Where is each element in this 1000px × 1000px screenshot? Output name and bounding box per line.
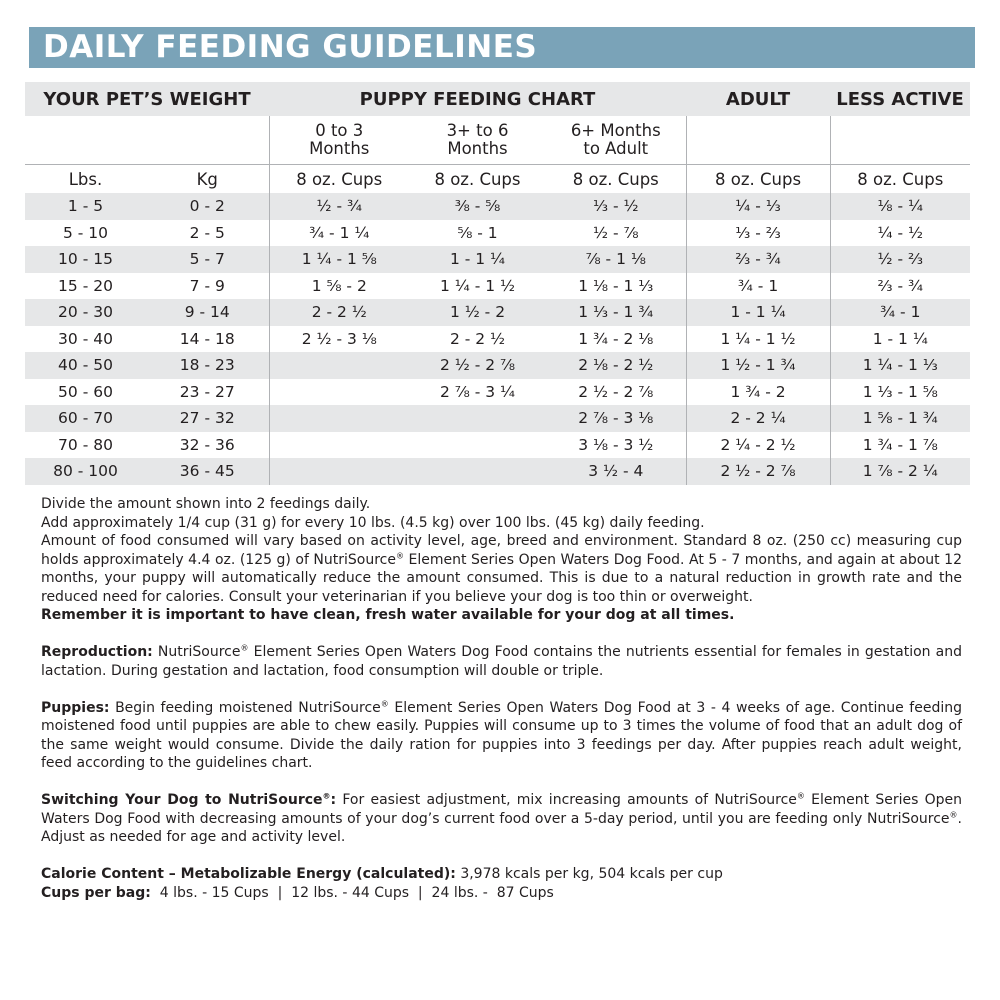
table-cell: 2 ⅛ - 2 ½ [546,352,686,379]
table-cell [409,432,546,459]
table-cell: 1 ⅝ - 2 [269,273,409,300]
table-cell: 1 ¾ - 1 ⅞ [830,432,970,459]
table-row [25,273,970,300]
table-cell: 27 - 32 [146,405,269,432]
table-cell: ½ - ⅔ [830,246,970,273]
unit-header: Lbs. [68,169,103,189]
table-cell: ⅓ - ½ [546,193,686,220]
table-cell: 3 ½ - 4 [546,458,686,485]
table-cell: 1 - 5 [25,193,146,220]
age-header: 3+ to 6 Months [409,116,546,165]
table-cell: ½ - ¾ [269,193,409,220]
table-cell [409,405,546,432]
table-cell [269,405,409,432]
table-cell: 3 ⅛ - 3 ½ [578,435,654,454]
table-row [25,379,970,406]
table-cell: 32 - 36 [179,435,235,454]
table-cell [409,458,546,485]
less-active-group-header: LESS ACTIVE [830,82,970,116]
unit-header: Kg [196,169,218,189]
table-row [25,193,970,220]
table-cell: ¾ - 1 ¼ [269,220,409,247]
unit-header: 8 oz. Cups [572,169,659,189]
unit-header: 8 oz. Cups [269,165,409,194]
table-cell: 1 - 1 ¼ [409,246,546,273]
table-cell: 1 ¼ - 1 ½ [686,326,830,353]
table-row [25,220,970,247]
table-cell: 9 - 14 [146,299,269,326]
table-row [25,326,970,353]
adult-group-header: ADULT [686,82,830,116]
table-cell: 15 - 20 [58,276,113,295]
table-cell: 2 - 2 ½ [449,329,506,348]
table-cell: ⅝ - 1 [457,223,498,242]
note-calorie: Calorie Content – Metabolizable Energy (calculated): 3,978 kcals per kg, 504 kcals per cup [41,866,723,882]
table-cell: 60 - 70 [25,405,146,432]
table-cell: 40 - 50 [25,352,146,379]
title-banner [29,27,975,68]
note-switching: Switching Your Dog to NutriSource®: For easiest adjustment, mix increasing amounts of NutriSource® Element Series Open Waters Dog Food with decreasing amounts of your dog’s current food over a 5-day period, until you are feeding only NutriSource®. Adjust as needed for age and activity level. [41,791,962,845]
table-cell: 1 ¼ - 1 ⅓ [830,352,970,379]
note-over-100: Add approximately 1/4 cup (31 g) for every 10 lbs. (4.5 kg) over 100 lbs. (45 kg) daily feeding. [41,514,705,531]
table-cell: 18 - 23 [146,352,269,379]
table-cell: ¾ - 1 [830,299,970,326]
table-cell: 0 - 2 [146,193,269,220]
table-row [25,246,970,273]
table-cell: 1 ⅝ - 1 ¾ [830,405,970,432]
table-cell [269,352,409,379]
table-cell: 5 - 7 [146,246,269,273]
table-cell: ⅔ - ¾ [686,246,830,273]
table-row [25,352,970,379]
table-cell: ⅜ - ⅝ [409,193,546,220]
age-header-row [25,116,970,165]
table-cell: 2 ½ - 2 ⅞ [578,382,654,401]
table-cell: 7 - 9 [189,276,225,295]
table-cell: 1 ⅓ - 1 ⅝ [830,379,970,406]
table-cell: 1 ½ - 1 ¾ [686,352,830,379]
table-cell: 36 - 45 [146,458,269,485]
feeding-notes [41,495,962,902]
table-cell: ½ - ⅞ [593,223,639,242]
table-cell: 1 ⅞ - 2 ¼ [830,458,970,485]
note-puppies: Puppies: Begin feeding moistened NutriSource® Element Series Open Waters Dog Food at 3 - 4 weeks of age. Continue feeding moistened food until puppies are able to chew easily. Puppies will consume up to 3 times the volume of food that an adult dog of the same weight would consume. Divide the daily ration for puppies into 3 feedings per day. After puppies reach adult weight, feed according to the guidelines chart. [41,698,962,771]
table-row [25,405,970,432]
note-water: Remember it is important to have clean, fresh water available for your dog at all times. [41,607,735,623]
note-cups-per-bag: Cups per bag: 4 lbs. - 15 Cups | 12 lbs. - 44 Cups | 24 lbs. - 87 Cups [41,884,554,901]
table-row [25,432,970,459]
table-cell: 2 ½ - 2 ⅞ [686,458,830,485]
table-cell: 1 ¼ - 1 ½ [439,276,516,295]
table-cell [269,432,409,459]
age-header [830,116,970,165]
weight-group-header: YOUR PET’S WEIGHT [25,82,269,116]
group-header-row [25,82,970,116]
table-cell: 23 - 27 [179,382,235,401]
table-cell: 2 ½ - 2 ⅞ [409,352,546,379]
table-cell: 20 - 30 [25,299,146,326]
table-cell: ⅔ - ¾ [830,273,970,300]
table-cell: ⅞ - 1 ⅛ [546,246,686,273]
note-amount: Amount of food consumed will vary based on activity level, age, breed and environment. Standard 8 oz. (250 cc) measuring cup holds approximately 4.4 oz. (125 g) of NutriSource® Element Series Open Waters Dog Food. At 5 - 7 months, and again at about 12 months, your puppy will automatically reduce the amount consumed. This is due to a natural reduction in growth rate and the reduced need for calories. Consult your veterinarian if you believe your dog is too thin or overweight. [41,533,962,605]
table-cell: 2 ⅞ - 3 ⅛ [546,405,686,432]
table-row [25,299,970,326]
unit-header: 8 oz. Cups [434,169,521,189]
table-cell: 30 - 40 [58,329,113,348]
table-cell: 1 ¾ - 2 [686,379,830,406]
table-cell: 1 - 1 ¼ [686,299,830,326]
table-cell: 2 ⅞ - 3 ¼ [439,382,516,401]
age-header: 6+ Months to Adult [546,116,686,165]
table-cell [269,379,409,406]
puppy-group-header: PUPPY FEEDING CHART [269,82,686,116]
note-feedings: Divide the amount shown into 2 feedings daily. [41,496,371,512]
feeding-table [25,82,970,485]
table-cell: ¼ - ½ [830,220,970,247]
table-cell: 2 ¼ - 2 ½ [686,432,830,459]
table-cell: ⅓ - ⅔ [686,220,830,247]
note-reproduction: Reproduction: NutriSource® Element Series Open Waters Dog Food contains the nutrients essential for females in gestation and lactation. During gestation and lactation, food consumption will double or triple. [41,643,963,679]
table-cell: 2 ½ - 3 ⅛ [269,326,409,353]
table-cell: 1 - 1 ¼ [830,326,970,353]
unit-header: 8 oz. Cups [830,165,970,194]
table-cell: 2 - 2 ½ [269,299,409,326]
table-cell: 1 ⅛ - 1 ⅓ [578,276,654,295]
table-cell: 1 ⅓ - 1 ¾ [546,299,686,326]
table-cell: ¼ - ⅓ [686,193,830,220]
table-cell: 14 - 18 [179,329,235,348]
table-cell: 70 - 80 [58,435,113,454]
table-cell: 2 - 2 ¼ [686,405,830,432]
table-cell: 1 ¼ - 1 ⅝ [269,246,409,273]
table-cell: 1 ½ - 2 [409,299,546,326]
age-header: 0 to 3 Months [269,116,409,165]
table-cell: 10 - 15 [25,246,146,273]
age-header-blank [25,116,269,165]
table-cell: 50 - 60 [58,382,113,401]
table-cell: 1 ¾ - 2 ⅛ [578,329,654,348]
table-cell: 80 - 100 [25,458,146,485]
unit-header-row [25,165,970,194]
table-row [25,458,970,485]
table-cell: 2 - 5 [189,223,225,242]
table-cell: ⅛ - ¼ [830,193,970,220]
table-cell: 5 - 10 [62,223,109,242]
table-cell: ¾ - 1 [686,273,830,300]
table-cell [269,458,409,485]
page-title: DAILY FEEDING GUIDELINES [43,29,538,65]
unit-header: 8 oz. Cups [686,165,830,194]
age-header [686,116,830,165]
